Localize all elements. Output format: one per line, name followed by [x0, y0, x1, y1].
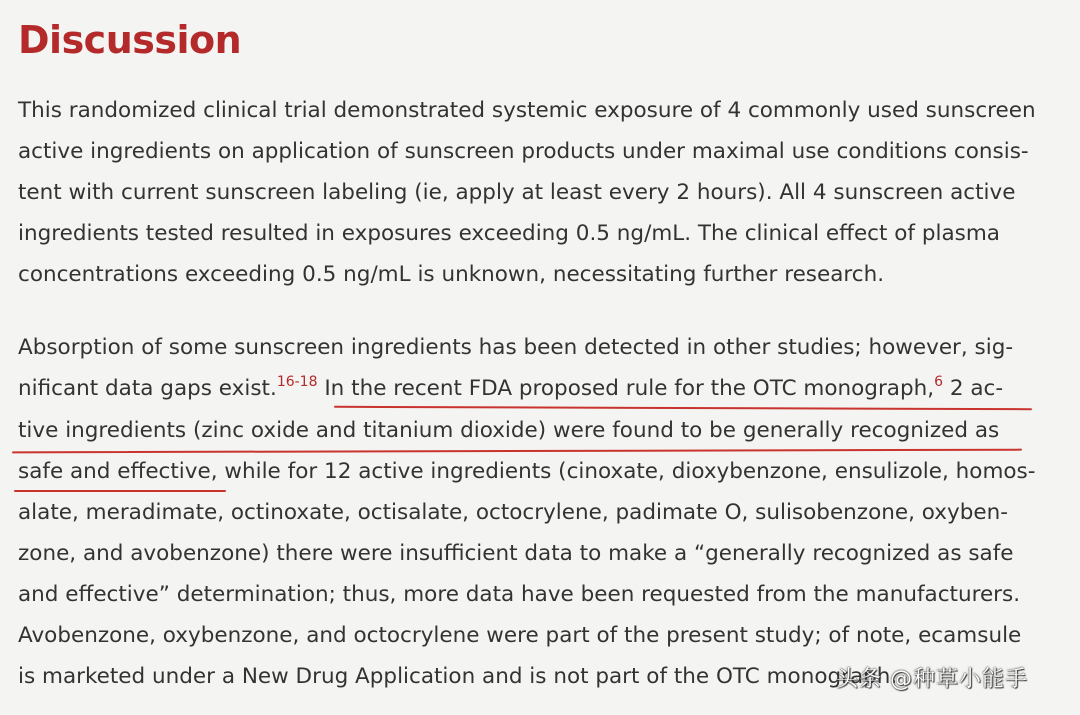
- citation-ref[interactable]: 6: [934, 374, 943, 390]
- highlight-underline: [14, 490, 226, 492]
- text-line: Absorption of some sunscreen ingredients has been detected in other studies; however, sig-: [18, 335, 1014, 360]
- text-span: In the recent FDA proposed rule for the OTC monograph,: [317, 376, 935, 401]
- text-line: tive ingredients (zinc oxide and titanium dioxide) were found to be generally recognized as: [18, 418, 1000, 443]
- section-heading: Discussion: [18, 18, 242, 62]
- highlight-underline: [334, 406, 1032, 410]
- text-line: ingredients tested resulted in exposures exceeding 0.5 ng/mL. The clinical effect of plasma: [18, 221, 1000, 246]
- text-span: nificant data gaps exist.: [18, 376, 277, 401]
- text-line: This randomized clinical trial demonstrated systemic exposure of 4 commonly used sunscreen: [18, 98, 1036, 123]
- text-line: Avobenzone, oxybenzone, and octocrylene were part of the present study; of note, ecamsule: [18, 623, 1022, 648]
- text-line-with-citations: [18, 374, 1003, 404]
- text-line: concentrations exceeding 0.5 ng/mL is unknown, necessitating further research.: [18, 262, 885, 287]
- text-line: safe and effective, while for 12 active ingredients (cinoxate, dioxybenzone, ensulizole, homos-: [18, 459, 1036, 484]
- watermark: 头条 @种草小能手: [836, 667, 1028, 692]
- text-line: and effective” determination; thus, more data have been requested from the manufacturers.: [18, 582, 1021, 607]
- text-line: is marketed under a New Drug Application and is not part of the OTC monograph.: [18, 664, 898, 689]
- highlight-underline: [12, 449, 1022, 454]
- text-line: zone, and avobenzone) there were insufficient data to make a “generally recognized as safe: [18, 541, 1014, 566]
- citation-ref[interactable]: 16-18: [276, 374, 318, 390]
- text-line: alate, meradimate, octinoxate, octisalate, octocrylene, padimate O, sulisobenzone, oxyben-: [18, 500, 1008, 525]
- text-line: tent with current sunscreen labeling (ie, apply at least every 2 hours). All 4 sunscreen active: [18, 180, 1016, 205]
- text-span: 2 ac-: [942, 376, 1004, 401]
- text-line: active ingredients on application of sunscreen products under maximal use conditions consis-: [18, 139, 1029, 164]
